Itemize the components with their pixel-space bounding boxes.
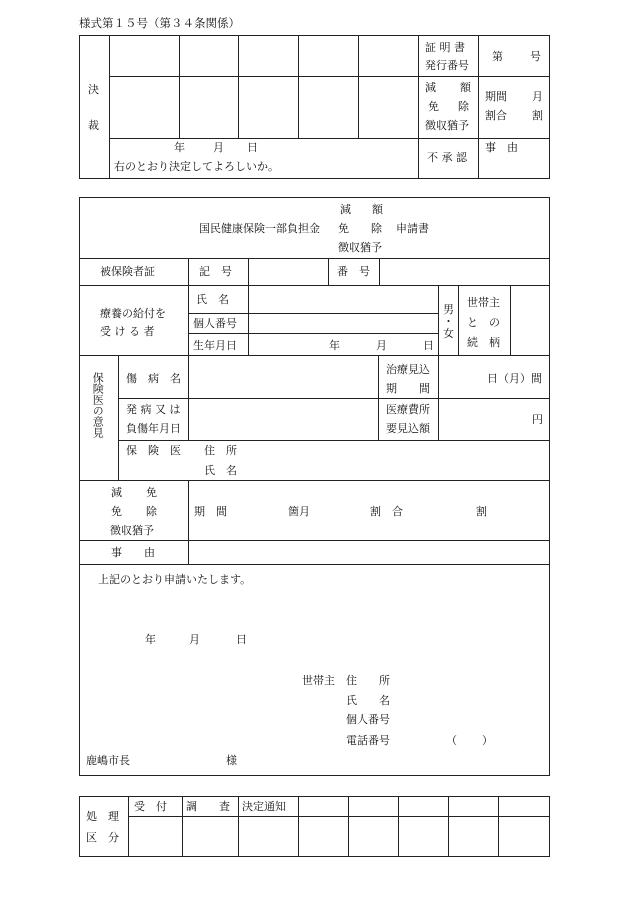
cert-label-1: 証 明 書 — [425, 41, 465, 54]
personal-number-label: 個人番号 — [193, 317, 237, 330]
mayor-label: 鹿嶋市長 — [86, 754, 130, 767]
survey-label: 調 査 — [186, 800, 230, 813]
decision-month: 月 — [213, 141, 224, 154]
phone-close-paren: ） — [482, 734, 493, 747]
decision-label-1: 決 — [88, 83, 99, 96]
period-label: 期間 — [485, 90, 507, 103]
processing-label-1: 処 理 — [86, 810, 119, 823]
applicant-name-label: 氏 名 — [346, 694, 390, 707]
sex-male: 男 — [443, 303, 454, 316]
doctor-address-label: 住 所 — [204, 444, 237, 457]
doctor-label: 保 険 医 — [126, 444, 181, 457]
applicant-address-label: 住 所 — [346, 674, 390, 687]
recipient-label-2: 受 け る 者 — [100, 325, 155, 338]
treatment-label-1: 治療見込 — [386, 363, 430, 376]
processing-label-2: 区 分 — [86, 831, 119, 844]
reduction-label-2b: 除 — [146, 505, 157, 518]
relation-label-2: と の — [467, 316, 500, 329]
sex-dot: ・ — [443, 315, 454, 328]
honorific: 様 — [226, 754, 237, 767]
treatment-label-2: 期 間 — [386, 382, 430, 395]
declaration-year: 年 — [145, 633, 156, 646]
birth-year: 年 — [329, 339, 340, 352]
decision-label-2: 裁 — [88, 119, 99, 132]
treatment-unit: 日（月）間 — [487, 372, 542, 385]
number-label: 番 号 — [337, 265, 370, 278]
cert-number-prefix: 第 — [492, 50, 503, 63]
ratio-label: 割合 — [485, 109, 507, 122]
decision-box — [79, 35, 550, 179]
reduction-label-3: 徴収猶予 — [110, 524, 154, 537]
birth-label: 生年月日 — [193, 339, 237, 352]
reduction-label-2a: 免 — [111, 505, 122, 518]
doctor-section-label: 保険医の意見 — [91, 372, 105, 438]
name-label: 氏 名 — [196, 293, 229, 306]
cost-unit: 円 — [532, 413, 543, 426]
decision-notice-label: 決定通知 — [242, 800, 286, 813]
sex-female: 女 — [443, 327, 454, 340]
period-unit: 月 — [532, 90, 543, 103]
declaration-text: 上記のとおり申請いたします。 — [98, 573, 252, 586]
title-reduction-2: 額 — [372, 203, 383, 216]
ratio-unit: 割 — [532, 109, 543, 122]
reception-label: 受 付 — [134, 800, 167, 813]
declaration-month: 月 — [189, 633, 200, 646]
reduction-ratio-unit: 割 — [476, 505, 487, 518]
type-deferral: 徴収猶予 — [425, 119, 469, 132]
reduction-label-1b: 免 — [146, 486, 157, 499]
phone-open-paren: （ — [446, 734, 457, 747]
type-reduction-b: 額 — [460, 81, 471, 94]
reduction-months-label: 箇月 — [288, 505, 310, 518]
reason-label: 事 由 — [111, 546, 155, 559]
title-deferral: 徴収猶予 — [338, 241, 382, 254]
head-label: 世帯主 — [302, 674, 335, 687]
title-reduction-1: 減 — [340, 203, 351, 216]
applicant-personal-number-label: 個人番号 — [346, 713, 390, 726]
recipient-label-1: 療養の給付を — [100, 307, 166, 320]
onset-label-2: 負傷年月日 — [126, 422, 181, 435]
form-id: 様式第１５号（第３４条関係） — [79, 16, 240, 30]
doctor-name-label: 氏 名 — [204, 464, 237, 477]
decision-day: 日 — [247, 141, 258, 154]
birth-month: 月 — [376, 339, 387, 352]
reduction-ratio-label: 割 合 — [370, 505, 403, 518]
type-exemption-b: 除 — [458, 100, 469, 113]
decision-reason-label: 事 由 — [485, 141, 518, 154]
onset-label-1: 発 病 又 は — [126, 403, 181, 416]
cert-label-2: 発行番号 — [425, 59, 469, 72]
approval-text: 右のとおり決定してよろしいか。 — [114, 160, 279, 173]
disapproval-label: 不 承 認 — [427, 151, 467, 164]
title-suffix: 申請書 — [396, 222, 429, 235]
title-exemption-1: 免 — [338, 222, 349, 235]
type-reduction: 減 — [425, 81, 436, 94]
relation-label-3: 続 柄 — [467, 336, 500, 349]
insured-card-label: 被保険者証 — [100, 265, 155, 278]
declaration-day: 日 — [236, 633, 247, 646]
cert-number-suffix: 号 — [530, 50, 541, 63]
title-main: 国民健康保険一部負担金 — [199, 222, 320, 235]
decision-year: 年 — [174, 141, 185, 154]
birth-day: 日 — [423, 339, 434, 352]
cost-label-1: 医療費所 — [386, 403, 430, 416]
reduction-period-label: 期 間 — [194, 505, 227, 518]
phone-label: 電話番号 — [346, 734, 390, 747]
title-exemption-2: 除 — [371, 222, 382, 235]
cost-label-2: 要見込額 — [386, 422, 430, 435]
type-exemption: 免 — [428, 100, 439, 113]
injury-label: 傷 病 名 — [126, 372, 181, 385]
reduction-label-1a: 減 — [111, 486, 122, 499]
relation-label-1: 世帯主 — [467, 296, 500, 309]
symbol-label: 記 号 — [199, 265, 232, 278]
